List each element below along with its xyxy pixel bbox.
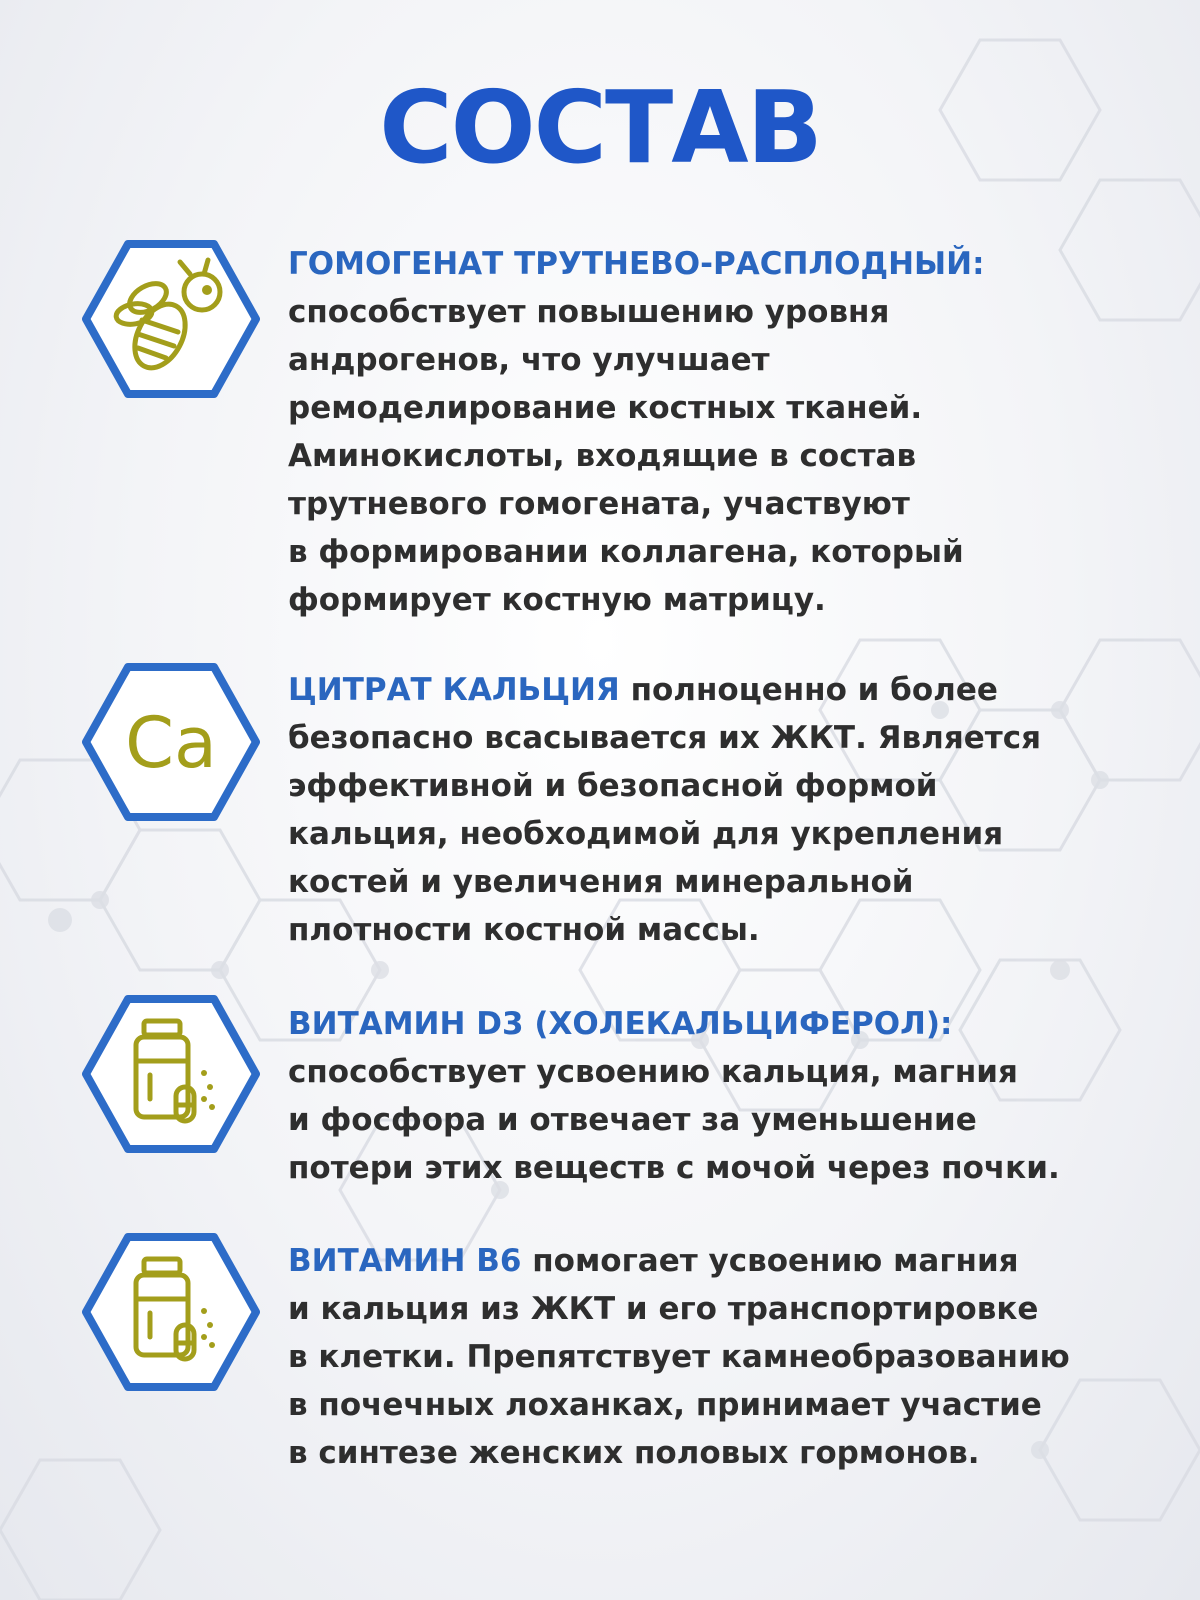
pill-bottle-icon: [82, 995, 260, 1153]
hex-badge: [82, 1233, 260, 1391]
ingredient-name: ВИТАМИН В6: [288, 1243, 522, 1279]
ingredient-text: [288, 240, 1168, 624]
page-title: СОСТАВ: [379, 69, 821, 186]
hex-badge: [82, 995, 260, 1153]
ingredient-text: [288, 1000, 1168, 1192]
ingredient-description: способствует повышению уровня андрогенов, что улучшает ремоделирование костных тканей. Аминокислоты, входящие в состав трутневого гомогената, участвуют в формировании коллагена, который формирует костную матрицу.: [288, 294, 964, 618]
bee-icon: [82, 240, 260, 398]
hex-badge: [82, 240, 260, 398]
calcium-icon: [82, 663, 260, 821]
ingredient-name: ВИТАМИН D3 (ХОЛЕКАЛЬЦИФЕРОЛ):: [288, 1006, 953, 1042]
ingredient-name: ЦИТРАТ КАЛЬЦИЯ: [288, 672, 620, 708]
ingredient-description: помогает усвоению магния и кальция из ЖКТ и его транспортировке в клетки. Препятствует камнеобразованию в почечных лоханках, принимает участие в синтезе женских половых гормонов.: [288, 1243, 1070, 1471]
ingredient-name: ГОМОГЕНАТ ТРУТНЕВО-РАСПЛОДНЫЙ:: [288, 246, 985, 282]
ingredient-text: [288, 1237, 1168, 1477]
ingredient-description: способствует усвоению кальция, магния и фосфора и отвечает за уменьшение потери этих веществ с мочой через почки.: [288, 1054, 1060, 1186]
ingredient-description: полноценно и более безопасно всасывается их ЖКТ. Является эффективной и безопасной формой кальция, необходимой для укрепления костей и увеличения минеральной плотности костной массы.: [288, 672, 1042, 948]
pill-bottle-icon: [82, 1233, 260, 1391]
ingredient-text: [288, 666, 1168, 954]
hex-badge: [82, 663, 260, 821]
calcium-symbol: Ca: [125, 702, 217, 784]
